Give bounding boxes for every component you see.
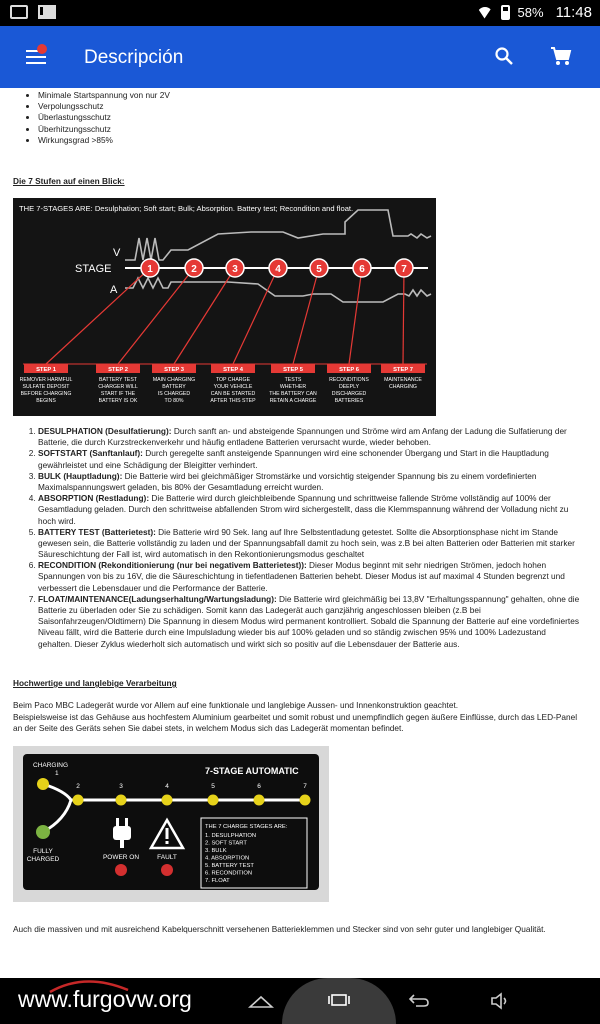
charge-stage-item: 3. BULK xyxy=(205,848,227,854)
list-item: • Überlastungsschutz xyxy=(38,112,170,123)
step-description: CAN BE STARTED xyxy=(210,391,256,397)
step-description: WHETHER xyxy=(279,384,307,390)
step-label: STEP 5 xyxy=(283,367,303,373)
step-label: STEP 4 xyxy=(223,367,243,373)
step-description: BEGINS xyxy=(36,398,56,404)
stage-led-number: 5 xyxy=(211,783,215,790)
stage-led-number: 2 xyxy=(76,783,80,790)
step-description: RETAIN A CHARGE xyxy=(269,398,317,404)
stage-number: 2 xyxy=(191,264,197,275)
charge-stage-item: 1. DESULPHATION xyxy=(205,833,257,839)
charge-stage-item: 6. RECONDITION xyxy=(205,870,253,877)
cart-icon[interactable] xyxy=(550,46,572,66)
stage-led-number: 7 xyxy=(303,783,307,790)
stage-led xyxy=(208,795,219,806)
watermark: www.furgovw.org xyxy=(18,986,192,1012)
step-description: DISCHARGED xyxy=(331,391,367,397)
stage-led xyxy=(254,795,265,806)
stage-number: 3 xyxy=(232,264,238,275)
status-bar xyxy=(0,0,600,26)
stage-led xyxy=(73,795,84,806)
fault-label: FAULT xyxy=(157,854,177,861)
charging-label: CHARGING xyxy=(33,762,69,769)
stage-led-number: 6 xyxy=(257,783,261,790)
notification-dot xyxy=(37,44,47,54)
quality-heading: Hochwertige und langlebige Verarbeitung xyxy=(13,678,177,688)
stage-diagram-image xyxy=(13,198,436,416)
step-description: TO 80% xyxy=(164,398,184,404)
step-description: RECONDITIONS xyxy=(329,377,369,383)
quality-paragraph: Beim Paco MBC Ladegerät wurde vor Allem auf eine funktionale und langlebige Aussen- und Innenkonstruktion geachtet. xyxy=(13,700,459,710)
list-item: 4. ABSORPTION (Restladung): Die Batterie wird durch gleichbleibende Spannung und schrittweise fallende Ströme vollständig auf 100% der Gesamtladung geladen. Durch den schrittweise abfallenden Strom wird sichergestellt, dass die Klemmspannung während der Volladung nicht zu hoch wird. xyxy=(38,493,580,527)
charged-label: CHARGED xyxy=(26,856,60,863)
wifi-icon xyxy=(477,7,493,19)
stage-led-number: 4 xyxy=(165,783,169,790)
stage-number: 5 xyxy=(316,264,322,275)
step-description: MAINTENANCE xyxy=(384,377,422,383)
step-description: BEFORE CHARGING xyxy=(20,391,72,397)
battery-icon xyxy=(501,5,510,20)
stage-steps-list xyxy=(28,426,580,650)
list-item: 1. DESULPHATION (Desulfatierung): Durch sanft an- und absteigende Spannungen und Ströme wird am Anfang der Ladung die Sulfatierung der Batterie, die durch Kurzstreckenverkehr und häufig entladene Batterien verursacht wurde, wieder behoben. xyxy=(38,426,580,448)
clock: 11:48 xyxy=(555,4,592,21)
navigation-bar xyxy=(0,978,600,1024)
search-icon[interactable] xyxy=(495,47,513,65)
step-label: STEP 7 xyxy=(393,367,413,373)
step-description: TOP CHARGE xyxy=(215,377,251,383)
image-notification-icon xyxy=(10,5,28,19)
recents-icon[interactable] xyxy=(328,992,350,1008)
fully-label: FULLY xyxy=(33,848,53,855)
app-bar xyxy=(0,26,600,88)
step-label: STEP 1 xyxy=(36,367,56,373)
diagram-header: THE 7-STAGES ARE: Desulphation; Soft start; Bulk; Absorption. Battery test; Recondition and float. xyxy=(19,204,354,213)
feature-list xyxy=(28,90,170,146)
list-item: • Wirkungsgrad >85% xyxy=(38,135,170,146)
stage-led xyxy=(162,795,173,806)
v-label: V xyxy=(113,247,121,259)
back-icon[interactable] xyxy=(408,992,430,1008)
step-label: STEP 2 xyxy=(108,367,128,373)
battery-percent: 58% xyxy=(517,5,544,20)
stage-1-number: 1 xyxy=(55,770,59,777)
step-description: DEEPLY xyxy=(338,384,360,390)
step-description: START IF THE xyxy=(100,391,136,397)
step-description: SULFATE DEPOSIT xyxy=(22,384,70,390)
list-item: 5. BATTERY TEST (Batterietest): Die Batterie wird 90 Sek. lang auf Ihre Selbstentladung getestet. Sollte die Absorptionsphase nicht im Stande gewesen sein, die Batterie vollständig zu laden und der Spannungsabfall damit zu hoch sein, was z.B bei alten Batterien oder Batterien mit starker Säureschichtung der Fall ist, wird automatisch in den Rekontionierungsmodus geschaltet xyxy=(38,527,580,561)
charge-stage-item: 7. FLOAT xyxy=(205,878,230,884)
step-description: BATTERY xyxy=(162,384,186,390)
panel-title: 7-STAGE AUTOMATIC xyxy=(205,766,299,776)
led-panel-image xyxy=(13,746,329,902)
step-description: CHARGING xyxy=(389,384,417,390)
quality-paragraph: Beispielsweise ist das Gehäuse aus hochfestem Aluminium gearbeitet und somit robust und unempfindlich gegen äußere Einflüsse, durch das LED-Panel an der Seite des Geräts sehen Sie dabei stets, in welchem Modus sich das Ladegerät momentan befindet. xyxy=(13,712,578,734)
step-label: STEP 6 xyxy=(339,367,359,373)
page-title: Descripción xyxy=(84,47,184,68)
list-item: 7. FLOAT/MAINTENANCE(Ladungserhaltung/Wartungsladung): Die Batterie wird gleichmäßig bei 13,8V "Erhaltungsspannung" gehalten, ohne die Batterie zu überladen oder Sie zu schädigen. Somit kann das Ladegerät auch ganzjährig angeschlossen bleiben (z.B bei Saisonfahrzeugen/Oldtimern) Die Spannung in diesem Modus wird permanent kontrolliert. Sobald die Spannung der Batterie auf eine vordefiniertes Niveau fällt, wird die Batterie durch eine Impulsladung wieder bis auf 100% geladen und so ständig zwischen 95% und 100% Ladezustand gehalten. Dieser Zyklus wiederholt sich automatisch und wirkt sich so positiv auf die Lebensdauer der Batterie aus. xyxy=(38,594,580,650)
step-description: TESTS xyxy=(284,377,302,383)
stage-number: 4 xyxy=(275,264,281,275)
stage-led xyxy=(116,795,127,806)
step-description: CHARGER WILL xyxy=(98,384,138,390)
stage-number: 7 xyxy=(401,264,407,275)
step-description: MAIN CHARGING xyxy=(152,377,196,383)
list-item: 6. RECONDITION (Rekonditionierung (nur bei negativem Batterietest)): Dieser Modus beginnt mit sehr niedrigen Strömen, jedoch hohen Spannungen von bis zu 16V, die die Säureschichtung in tiefentladenen Batterien behebt. Dieser Modus ist auf maximal 4 Stunden begrenzt und verbessert die Lebensdauer und die Performance der Batterie. xyxy=(38,560,580,594)
list-item: 2. SOFTSTART (Sanftanlauf): Durch geregelte sanft ansteigende Spannungen wird eine schonender Übergang und Start in die Hauptladung gewährleistet und eine Schädigung der Bleigitter verhindert. xyxy=(38,448,580,470)
charge-stage-item: 5. BATTERY TEST xyxy=(205,863,254,869)
stage-label: STAGE xyxy=(75,263,112,275)
stage-number: 1 xyxy=(147,264,153,275)
list-item: • Verpolungsschutz xyxy=(38,101,170,112)
charge-stages-title: THE 7 CHARGE STAGES ARE: xyxy=(205,824,288,830)
description-content[interactable] xyxy=(0,88,600,978)
step-description: THE BATTERY CAN xyxy=(269,391,317,397)
step-description: BATTERIES xyxy=(334,398,364,404)
step-label: STEP 3 xyxy=(164,367,184,373)
footer-text: Auch die massiven und mit ausreichend Kabelquerschnitt versehenen Batterieklemmen und Stecker sind von sehr guter und langlebiger Qualität. xyxy=(13,924,546,934)
step-description: BATTERY TEST xyxy=(99,377,137,383)
stage-led xyxy=(300,795,311,806)
step-description: YOUR VEHICLE xyxy=(213,384,253,390)
power-on-label: POWER ON xyxy=(102,854,140,861)
step-description: REMOVER HARMFUL xyxy=(19,377,73,383)
a-label: A xyxy=(110,284,118,296)
stage-led-number: 3 xyxy=(119,783,123,790)
list-item: 3. BULK (Hauptladung): Die Batterie wird bei gleichmäßiger Stromstärke und vorsichtig steigender Spannung bis zu einem vordefinierten Maximalspannungswert geladen, bis 80% der Gesamtladung erreicht wurden. xyxy=(38,471,580,493)
step-description: IS CHARGED xyxy=(157,391,191,397)
list-item: • Minimale Startspannung von nur 2V xyxy=(38,90,170,101)
volume-icon[interactable] xyxy=(490,992,512,1010)
charge-stage-item: 4. ABSORPTION xyxy=(205,855,250,862)
home-icon[interactable] xyxy=(248,994,274,1008)
charge-stage-item: 2. SOFT START xyxy=(205,840,247,847)
step-description: BATTERY IS OK xyxy=(98,398,138,404)
gmail-notification-icon xyxy=(38,5,56,19)
stage-number: 6 xyxy=(359,264,365,275)
list-item: • Überhitzungsschutz xyxy=(38,124,170,135)
step-description: AFTER THIS STEP xyxy=(210,398,256,404)
stages-heading: Die 7 Stufen auf einen Blick: xyxy=(13,176,125,186)
